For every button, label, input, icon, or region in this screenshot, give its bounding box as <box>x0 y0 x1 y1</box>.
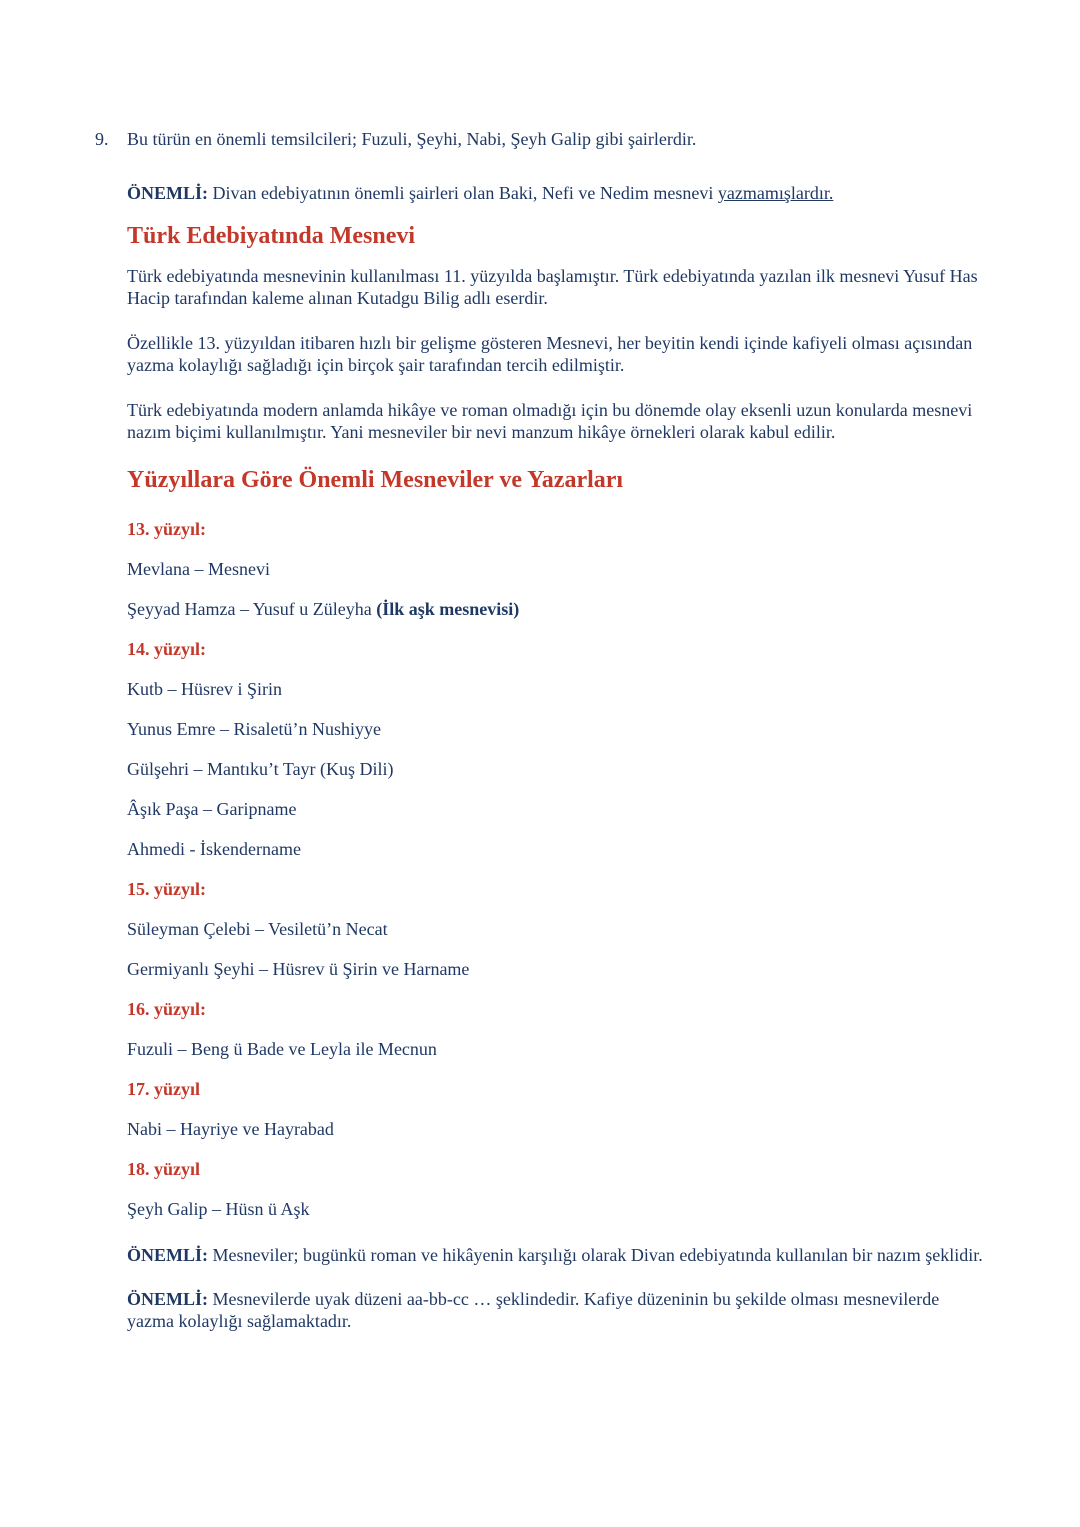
century-label-15: 15. yüzyıl: <box>127 879 206 899</box>
century-label-13: 13. yüzyıl: <box>127 519 206 539</box>
important-note-3 <box>127 1288 985 1332</box>
work-entry: Süleyman Çelebi – Vesiletü’n Necat <box>127 919 388 939</box>
important-note-2 <box>127 1244 985 1266</box>
important-label: ÖNEMLİ: <box>127 1245 208 1265</box>
section-heading-yuzyillara-gore: Yüzyıllara Göre Önemli Mesneviler ve Yazarları <box>127 467 624 493</box>
item-number: 9. <box>95 129 109 149</box>
important-label: ÖNEMLİ: <box>127 1289 208 1309</box>
work-entry: Şeyh Galip – Hüsn ü Aşk <box>127 1199 310 1219</box>
note-text: Divan edebiyatının önemli şairleri olan Baki, Nefi ve Nedim mesnevi <box>208 183 718 203</box>
paragraph-1: Türk edebiyatında mesnevinin kullanılması 11. yüzyılda başlamıştır. Türk edebiyatında yazılan ilk mesnevi Yusuf Has Hacip tarafından kaleme alınan Kutadgu Bilig adlı eserdir. <box>127 266 978 308</box>
work-entry: Gülşehri – Mantıku’t Tayr (Kuş Dili) <box>127 759 394 779</box>
underlined-word: yazmamışlardır. <box>717 183 834 203</box>
century-label-16: 16. yüzyıl: <box>127 999 206 1019</box>
century-label-17: 17. yüzyıl <box>127 1079 201 1099</box>
work-entry: Nabi – Hayriye ve Hayrabad <box>127 1119 334 1139</box>
work-entry-bold-note: (İlk aşk mesnevisi) <box>376 599 520 619</box>
important-note-1 <box>127 182 985 204</box>
paragraph-2: Özellikle 13. yüzyıldan itibaren hızlı bir gelişme gösteren Mesnevi, her beyitin kendi içinde kafiyeli olması açısından yazma kolaylığı sağladığı için birçok şair tarafından tercih edilmiştir. <box>127 333 973 375</box>
work-entry <box>127 598 985 620</box>
century-label-18: 18. yüzyıl <box>127 1159 201 1179</box>
century-label-14: 14. yüzyıl: <box>127 639 206 659</box>
work-entry: Âşık Paşa – Garipname <box>127 799 297 819</box>
note-text: Mesneviler; bugünkü roman ve hikâyenin karşılığı olarak Divan edebiyatında kullanılan bir nazım şeklidir. <box>208 1245 983 1265</box>
important-label: ÖNEMLİ: <box>127 183 208 203</box>
item-text: Bu türün en önemli temsilcileri; Fuzuli, Şeyhi, Nabi, Şeyh Galip gibi şairlerdir. <box>127 129 697 149</box>
content-block <box>127 182 985 1332</box>
note-text: Mesnevilerde uyak düzeni aa-bb-cc … şeklindedir. Kafiye düzeninin bu şekilde olması mesnevilerde yazma kolaylığı sağlamaktadır. <box>127 1289 940 1331</box>
numbered-item-9 <box>95 128 985 150</box>
work-entry: Germiyanlı Şeyhi – Hüsrev ü Şirin ve Harname <box>127 959 470 979</box>
section-heading-turk-edebiyatinda-mesnevi: Türk Edebiyatında Mesnevi <box>127 223 416 249</box>
work-entry: Kutb – Hüsrev i Şirin <box>127 679 282 699</box>
work-entry-text: Şeyyad Hamza – Yusuf u Züleyha <box>127 599 377 619</box>
paragraph-3: Türk edebiyatında modern anlamda hikâye ve roman olmadığı için bu dönemde olay eksenli uzun konularda mesnevi nazım biçimi kullanılmıştır. Yani mesneviler bir nevi manzum hikâye örnekleri olarak kabul edilir. <box>127 400 973 442</box>
work-entry: Fuzuli – Beng ü Bade ve Leyla ile Mecnun <box>127 1039 437 1059</box>
work-entry: Yunus Emre – Risaletü’n Nushiyye <box>127 719 381 739</box>
work-entry: Mevlana – Mesnevi <box>127 559 270 579</box>
work-entry: Ahmedi - İskendername <box>127 839 301 859</box>
